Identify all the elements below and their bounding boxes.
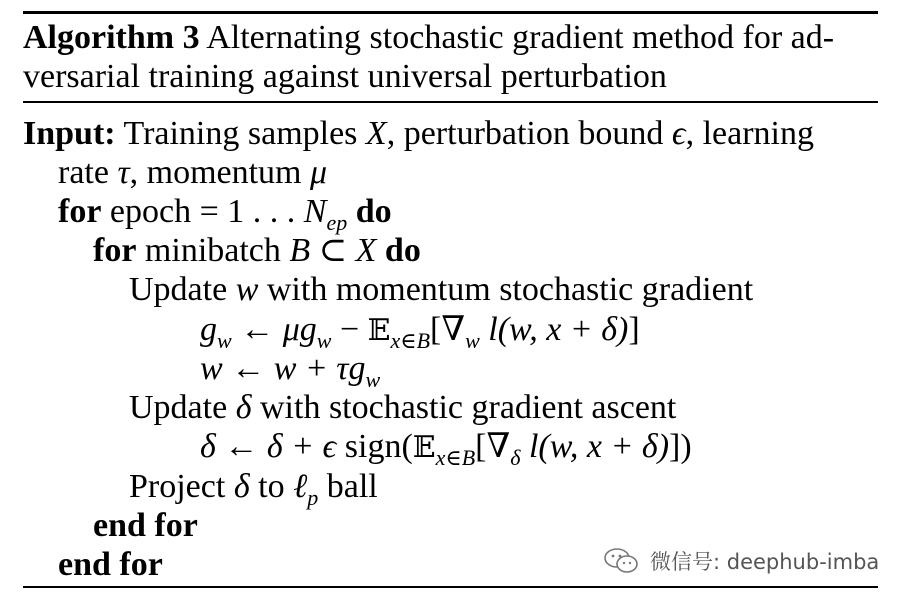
var-N-subscript: ep	[326, 210, 348, 235]
for-keyword: for	[58, 193, 102, 230]
eq-loss-args: (w, x + δ)	[538, 428, 670, 465]
project-ball: ball	[318, 468, 378, 505]
update-text: Update	[129, 389, 236, 426]
eq-loss: l	[479, 311, 498, 348]
update-w-line	[129, 270, 753, 309]
eq-minus: −	[331, 311, 368, 348]
eq-nabla-sub: w	[465, 328, 480, 353]
algorithm-label: Algorithm 3	[23, 19, 200, 56]
for-epoch-line	[58, 192, 392, 234]
project-text: Project	[129, 468, 234, 505]
eq-w-rhs: w + τg	[273, 350, 366, 387]
equation-g-update	[200, 310, 640, 352]
project-line	[129, 467, 378, 509]
eq-nabla: [∇	[430, 311, 466, 348]
do-keyword: do	[347, 193, 392, 230]
equation-w-update	[200, 349, 380, 391]
equation-delta-update	[200, 427, 692, 469]
for-keyword: for	[93, 232, 137, 269]
var-ell-sub: p	[307, 485, 319, 510]
caption-text-line2: versarial training against universal perturbation	[23, 58, 667, 95]
end-for-inner: end for	[93, 507, 198, 544]
input-text-b: , perturbation bound	[386, 115, 672, 152]
eq-bracket-close: ]	[628, 311, 640, 348]
update-text: Update	[129, 271, 236, 308]
var-delta: δ	[233, 468, 250, 505]
eq-expectation-sub: x∈B	[435, 445, 476, 470]
caption-text-line1: Alternating stochastic gradient method for ad-	[206, 19, 835, 56]
eq-w-rhs-sub: w	[365, 367, 381, 392]
input-line-1	[23, 114, 814, 153]
var-N: N	[303, 193, 327, 230]
var-X: X	[365, 115, 387, 152]
eq-expectation: 𝔼	[367, 313, 391, 348]
var-w: w	[235, 271, 259, 308]
minibatch-expr: B ⊂ X	[289, 232, 377, 269]
eq-expectation-sub: x∈B	[390, 328, 431, 353]
eq-nabla: [∇	[475, 428, 511, 465]
algorithm-caption	[23, 18, 885, 96]
minibatch-text: minibatch	[136, 232, 290, 269]
eq-loss-args: (w, x + δ)	[497, 311, 629, 348]
wechat-icon	[602, 546, 642, 576]
eq-delta-lhs: δ	[200, 428, 216, 465]
epoch-text: epoch = 1 . . .	[101, 193, 304, 230]
eq-mu: μ	[282, 311, 300, 348]
eq-g-lhs-sub: w	[217, 328, 232, 353]
input-text-e: , momentum	[129, 154, 311, 191]
eq-g-lhs: g	[200, 311, 217, 348]
update-delta-line	[129, 388, 676, 427]
input-keyword: Input:	[23, 115, 116, 152]
eq-delta-rhs: δ + ϵ	[266, 428, 337, 465]
input-text-a: Training samples	[115, 115, 366, 152]
eq-w-lhs: w	[200, 350, 223, 387]
watermark	[602, 546, 879, 576]
project-to: to	[249, 468, 294, 505]
eq-expectation: 𝔼	[412, 430, 436, 465]
end-for-outer: end for	[58, 546, 163, 583]
input-line-2	[58, 153, 327, 192]
update-delta-desc: with stochastic gradient ascent	[251, 389, 677, 426]
input-text-d: rate	[58, 154, 118, 191]
eq-arrow: ←	[222, 350, 274, 387]
do-keyword: do	[376, 232, 421, 269]
bottom-rule	[23, 586, 878, 588]
eq-g-sub: w	[316, 328, 332, 353]
watermark-text: 微信号: deephub-imba	[650, 550, 880, 574]
update-w-desc: with momentum stochastic gradient	[258, 271, 754, 308]
eq-sign: sign(	[336, 428, 413, 465]
top-rule	[23, 11, 878, 14]
for-minibatch-line	[93, 231, 421, 270]
eq-arrow: ←	[215, 428, 267, 465]
var-epsilon: ϵ	[671, 115, 686, 152]
middle-rule	[23, 101, 878, 103]
var-ell: ℓ	[293, 468, 308, 505]
eq-arrow: ←	[231, 311, 283, 348]
eq-bracket-close: ])	[669, 428, 692, 465]
eq-nabla-sub: δ	[510, 445, 521, 470]
eq-g: g	[299, 311, 317, 348]
var-tau: τ	[117, 154, 130, 191]
var-delta: δ	[235, 389, 252, 426]
var-mu: μ	[310, 154, 328, 191]
input-text-c: , learning	[685, 115, 814, 152]
eq-loss: l	[520, 428, 539, 465]
